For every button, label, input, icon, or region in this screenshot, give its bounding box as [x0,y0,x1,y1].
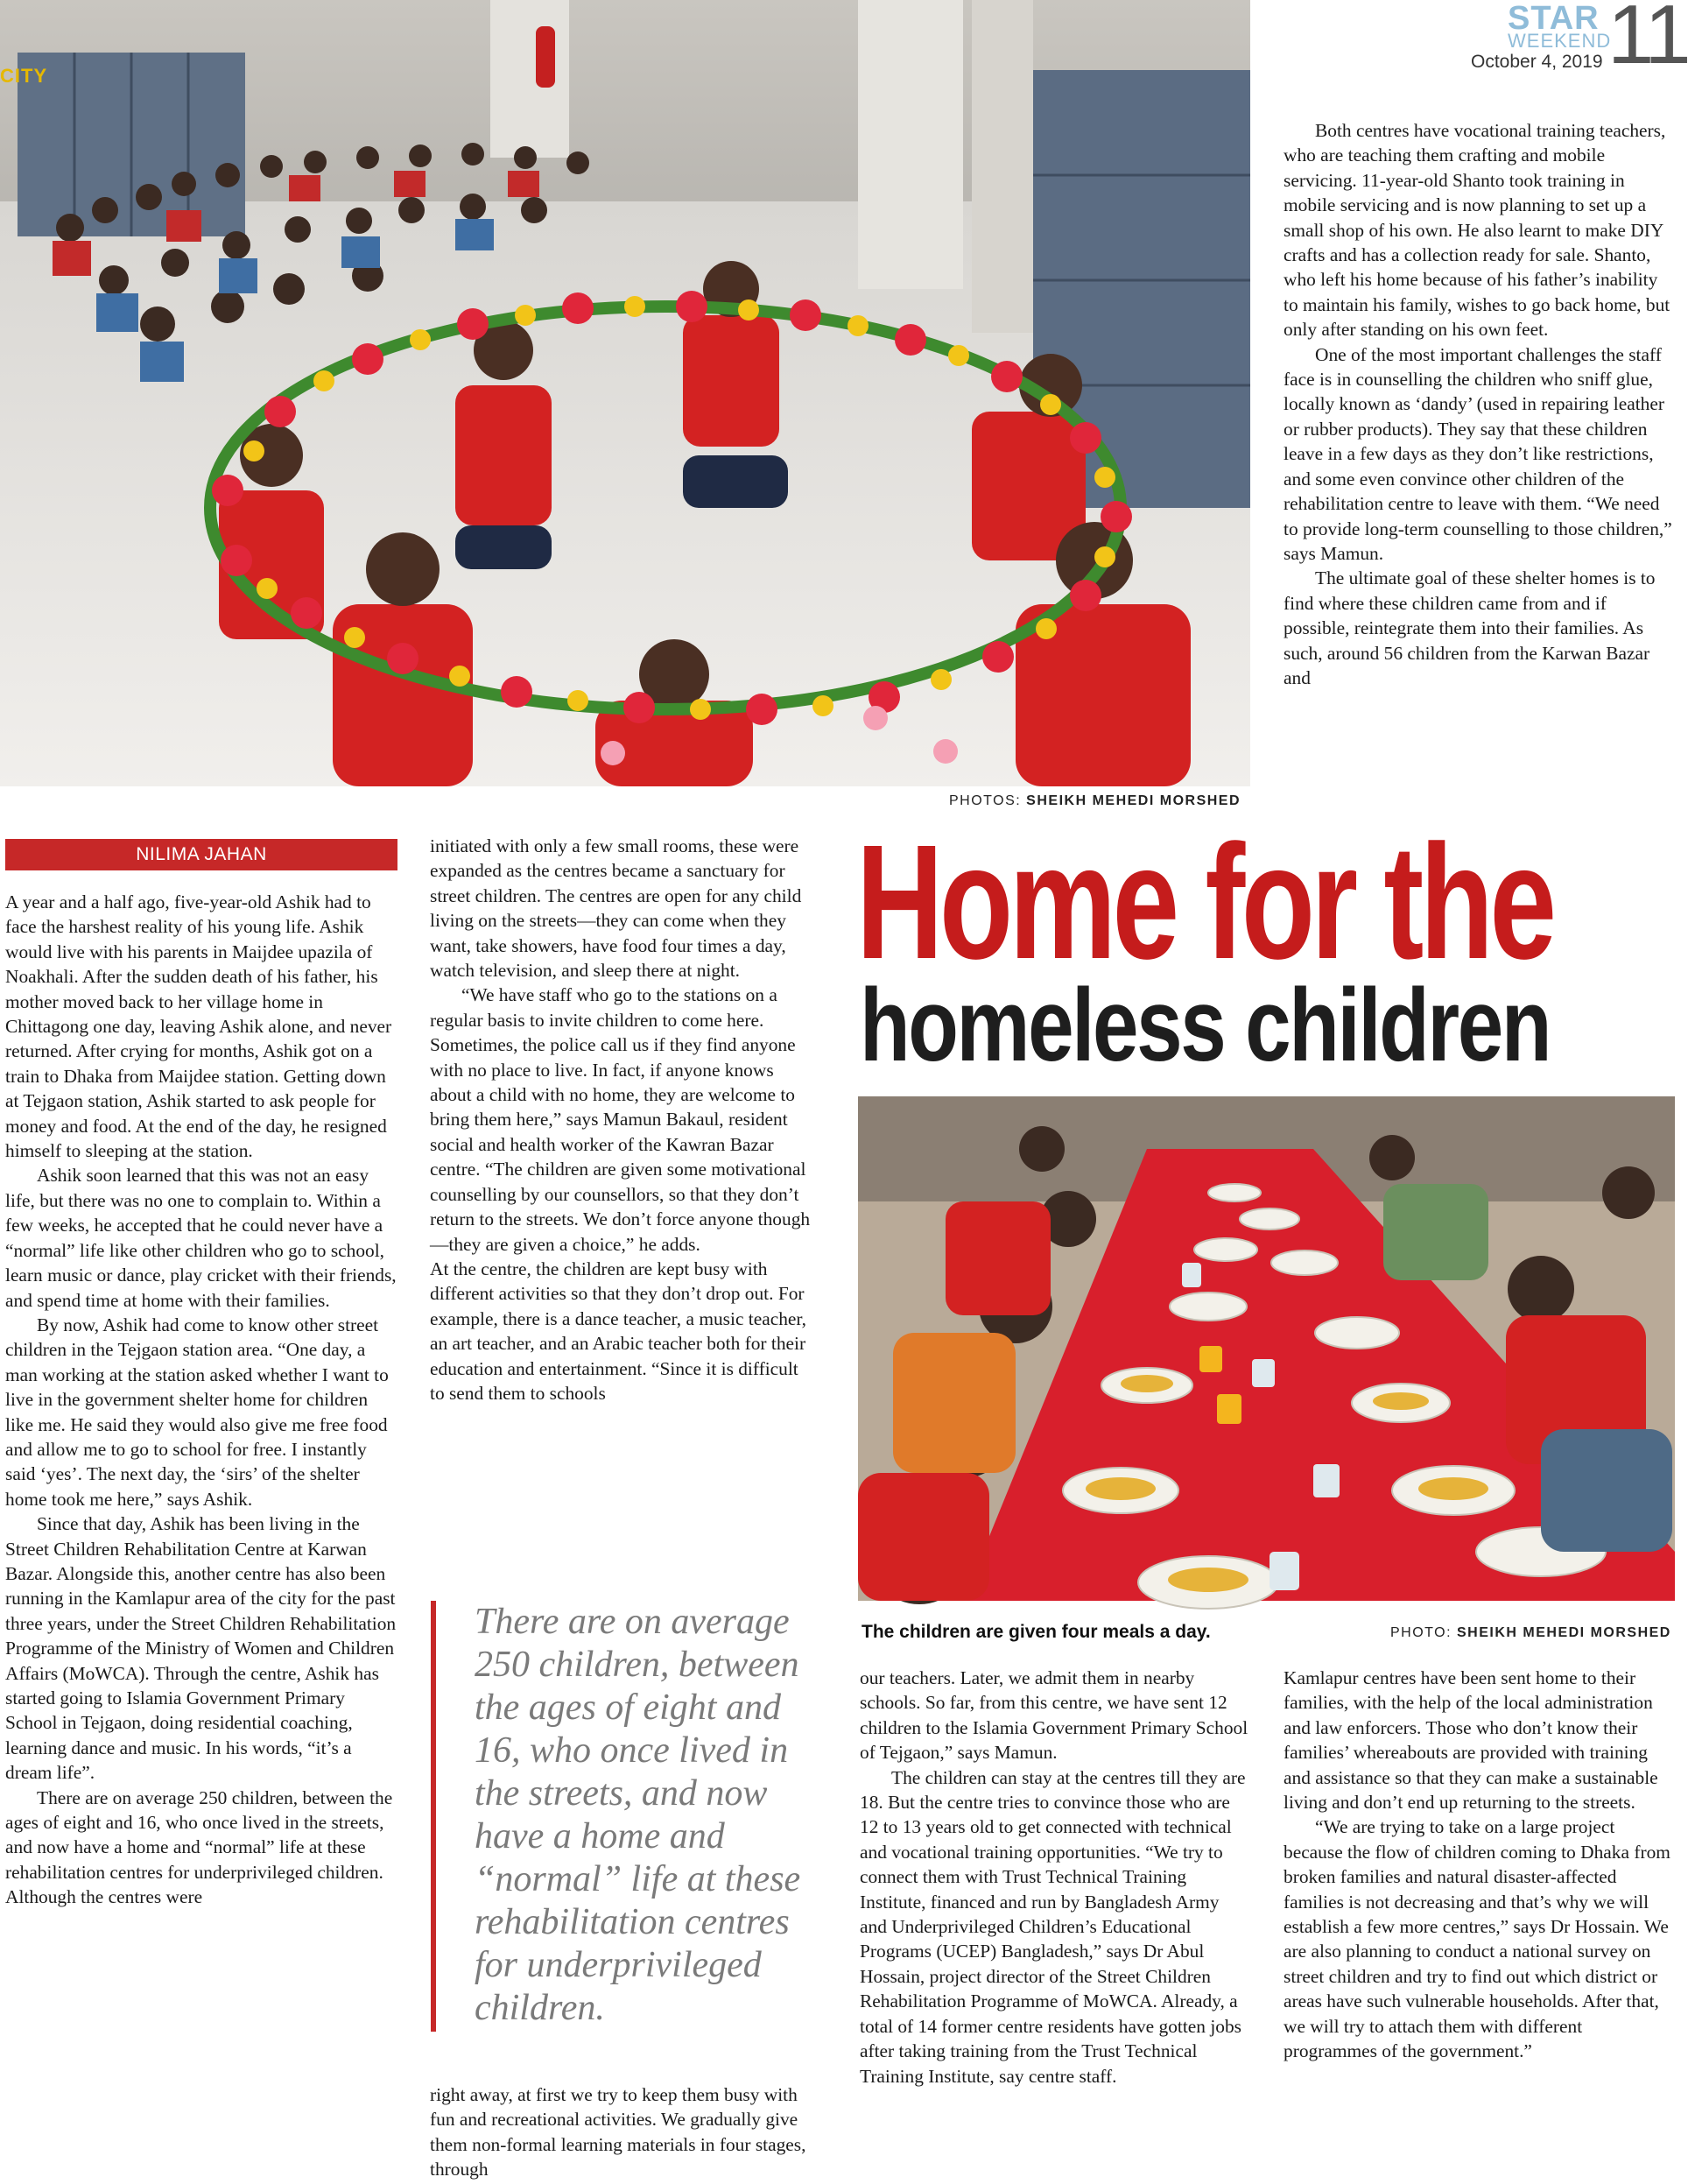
city-section-tag: CITY [0,65,48,87]
credit-label: PHOTOS: [949,793,1022,808]
pull-quote [431,1601,828,2032]
headline-line-2: homeless children [860,968,1551,1083]
masthead-brand: STAR [1508,0,1600,37]
paragraph: our teachers. Later, we admit them in nearby schools. So far, from this centre, we have sent 12 children to the Islamia Government Primary School of Tejgaon,” says Mamun. [860,1667,1248,1764]
paragraph: “We have staff who go to the stations on a regular basis to invite children to come here. Sometimes, the police call us if they find anyone with no place to live. In fact, if anyone knows about a child with no home, they are welcome to bring them here,” says Mamun Bakaul, resident social and health worker of the Kawran Bazar centre. “The children are given some motivational counselling by our counsellors, so that they don’t return to the streets. We don’t force anyone though—they are given a choice,” he adds. [430,984,811,1255]
paragraph: initiated with only a few small rooms, these were expanded as the centres became a sanctuary for street children. The centres are open for any child living on the streets—they can come when they want, take showers, have food four times a day, watch television, and sleep there at night. [430,835,802,982]
byline: NILIMA JAHAN [5,839,397,870]
top-photo-credit [949,793,1241,809]
dance-performance-photo [0,0,1250,786]
masthead-date: October 4, 2019 [1471,52,1603,72]
headline-line-1: Home for the [856,812,1553,993]
paragraph: right away, at first we try to keep them busy with fun and recreational activities. We gradually give them non-formal learning materials in four stages, through [430,2084,806,2180]
paragraph: “We are trying to take on a large project because the flow of children coming to Dhaka from broken families and natural disaster-affected families is not decreasing and that’s why we will establish a few more centres,” says Dr Hossain. We are also planning to conduct a national survey on street children and try to find out which district or areas have such vulnerable households. After that, we will try to attach them with different programmes of the government.” [1284,1816,1670,2062]
paragraph: Since that day, Ashik has been living in the Street Children Rehabilitation Centre at Karwan Bazar. Alongside this, another centre has also been running in the Kamlapur area of the city for the past three years, under the Street Children Rehabilitation Programme of the Ministry of Women and Children Affairs (MoWCA). Through the centre, Ashik has started going to Islamia Government Primary School in Tejgaon, doing residential coaching, learning dance and music. In his words, “it’s a dream life”. [5,1513,397,1784]
meal-photo-caption: The children are given four meals a day. [862,1622,1211,1642]
paragraph: By now, Ashik had come to know other street children in the Tejgaon station area. “One day, a man working at the station asked whether I want to live in the government shelter home for children like me. He said they would also give me free food and allow me to go to school for free. I instantly said ‘yes’. The next day, the ‘sirs’ of the shelter home took me here,” says Ashik. [5,1314,389,1510]
column-4-bottom [1284,1666,1673,2064]
paragraph: There are on average 250 children, between the ages of eight and 16, who once lived in the streets, and now have a home and “normal” life at these rehabilitation centres for underprivileged children. Although the centres were [5,1786,393,1908]
children-eating-photo [858,1096,1675,1601]
paragraph: Kamlapur centres have been sent home to their families, with the help of the local administration and law enforcers. Those who don’t know their families’ whereabouts are provided with training and assistance so that they can make a sustainable living and don’t end up returning to the streets. [1284,1667,1658,1814]
paragraph: The ultimate goal of these shelter homes is to find where these children came from and if possible, reintegrate them into their families. As such, around 56 children from the Karwan Bazar and [1284,567,1656,688]
pull-quote-text: There are on average 250 children, between the ages of eight and 16, who once lived in the streets, and now have a home and “normal” life at these rehabilitation centres for underprivileged children. [475,1602,801,2028]
meal-photo-credit [1390,1625,1671,1641]
credit-name: SHEIKH MEHEDI MORSHED [1026,793,1241,808]
paragraph: The children can stay at the centres till they are 18. But the centre tries to convince those who are 12 to 13 years old to get connected with technical and vocational training opportunities. “We try to connect them with Trust Technical Training Institute, financed and run by Bangladesh Army and Underprivileged Children’s Educational Programs (UCEP) Bangladesh,” says Dr Abul Hossain, project director of the Street Children Rehabilitation Programme of MoWCA. Already, a total of 14 former centre residents have gotten jobs after taking training from the Trust Technical Training Institute, say centre staff. [860,1766,1246,2087]
credit-label: PHOTO: [1390,1625,1452,1640]
page-number: 11 [1607,0,1688,81]
paragraph: One of the most important challenges the staff face is in counselling the children who sniff glue, locally known as ‘dandy’ (used in repairing leather or rubber products). They say that these children leave in a few days as they don’t like restrictions, and some even convince other children of the rehabilitation centre to leave with them. “We need to provide long-term counselling to those children,” says Mamun. [1284,343,1672,564]
paragraph: Ashik soon learned that this was not an easy life, but there was no one to complain to. Within a few weeks, he accepted that he could never have a “normal” life like other children who go to school, learn music or dance, play cricket with their friends, and spend time at home with their families. [5,1165,397,1311]
masthead-section: WEEKEND [1508,30,1612,52]
paragraph: Both centres have vocational training teachers, who are teaching them crafting and mobile servicing. 11-year-old Shanto took training in mobile servicing and is now planning to set up a small shop of his own. He also learnt to make DIY crafts and has a collection ready for sale. Shanto, who left his home because of his father’s inability to maintain his family, wishes to go back home, but only after standing on his own feet. [1284,120,1670,341]
paragraph: A year and a half ago, five-year-old Ashik had to face the harshest reality of his young life. Ashik would live with his parents in Maijdee upazila of Noakhali. After the sudden death of his father, his mother moved back to her village home in Chittagong one day, leaving Ashik alone, and never returned. After crying for months, Ashik got on a train to Dhaka from Maijdee station. Getting down at Tejgaon station, Ashik started to ask people for money and food. At the end of the day, he resigned himself to sleeping at the station. [5,891,392,1162]
paragraph: At the centre, the children are kept busy with different activities so that they don’t drop out. For example, there is a dance teacher, a music teacher, an art teacher, and an Arabic teacher both for their education and entertainment. “Since it is difficult to send them to schools [430,1258,807,1404]
column-2-top [430,834,815,1406]
column-2-bottom [430,2082,815,2182]
column-1 [5,890,397,1910]
column-4-top [1284,118,1673,690]
credit-name: SHEIKH MEHEDI MORSHED [1457,1625,1671,1640]
column-3 [860,1666,1250,2089]
